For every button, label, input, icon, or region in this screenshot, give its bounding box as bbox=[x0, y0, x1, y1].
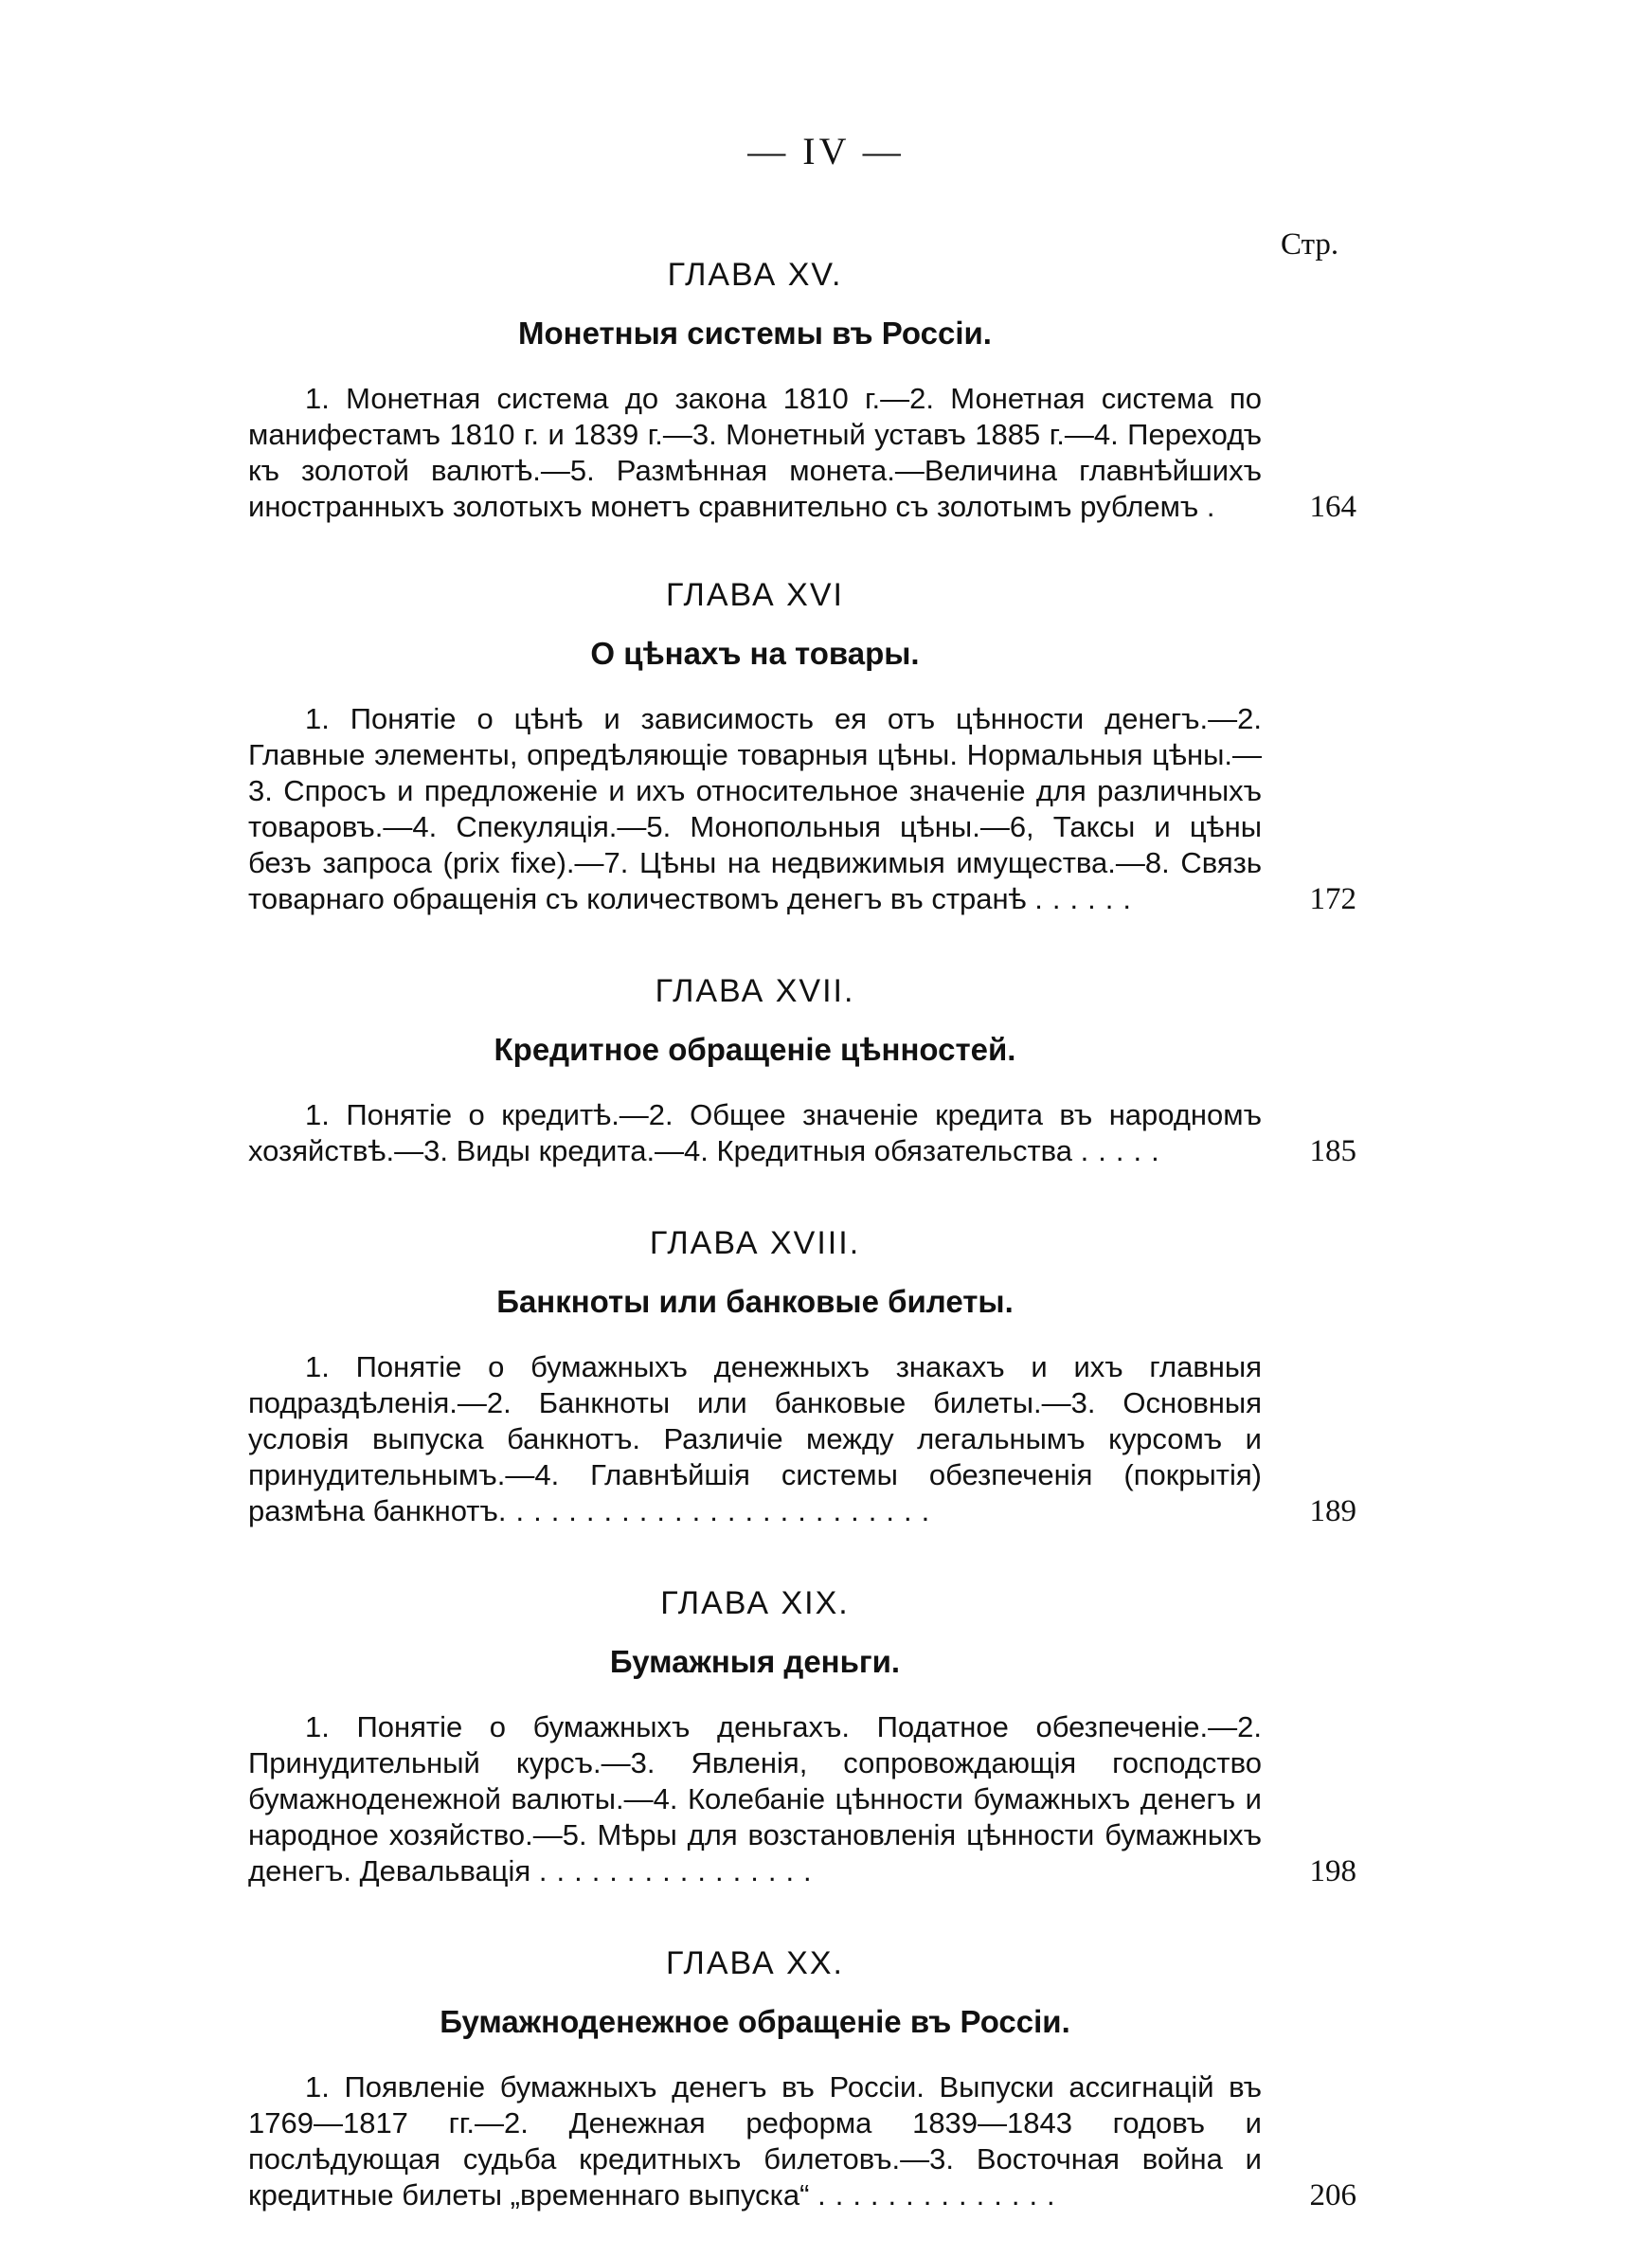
chapter-title: Бумажноденежное обращеніе въ Россіи. bbox=[440, 2004, 1070, 2039]
toc-entry bbox=[248, 1349, 1356, 1529]
toc-entry bbox=[248, 1709, 1356, 1889]
entry-text bbox=[248, 701, 1262, 917]
toc-entry bbox=[248, 701, 1356, 917]
leader-dots: ...... bbox=[1034, 882, 1140, 915]
entry-text bbox=[248, 2069, 1262, 2213]
leader-dots: .............. bbox=[817, 2178, 1065, 2212]
leader-dots: ................ bbox=[538, 1854, 821, 1887]
entry-text bbox=[248, 1349, 1262, 1529]
chapter-heading: ГЛАВА XVI bbox=[666, 577, 844, 613]
leader-dots: ......................... bbox=[497, 1494, 940, 1527]
chapter-heading: ГЛАВА XVIII. bbox=[649, 1225, 861, 1261]
entry-description: 1. Понятіе о бумажныхъ деньгахъ. Податное обезпеченіе.—2. Принудительный курсъ.—3. Явленія, сопровождающія господство бумажноденежной валюты.—4. Колебаніе цѣнности бумажныхъ денегъ и народное хозяйство.—5. Мѣры для возстановленія цѣнности бумажныхъ денегъ. Девальвація bbox=[248, 1710, 1262, 1887]
toc-entry bbox=[248, 381, 1356, 525]
chapter-title: Кредитное обращеніе цѣнностей. bbox=[494, 1032, 1016, 1067]
entry-page-number: 206 bbox=[1309, 2178, 1356, 2212]
entry-description: 1. Появленіе бумажныхъ денегъ въ Россіи. Выпуски ассигнацій въ 1769—1817 гг.—2. Денежная реформа 1839—1843 годовъ и послѣдующая судьба кредитныхъ билетовъ.—3. Восточная война и кредитные билеты „временнаго выпуска“ bbox=[248, 2070, 1262, 2212]
chapter-17 bbox=[248, 972, 1356, 1169]
chapter-title: Банкноты или банковые билеты. bbox=[496, 1284, 1014, 1319]
entry-text bbox=[248, 1097, 1262, 1169]
chapter-heading: ГЛАВА XIX. bbox=[660, 1585, 850, 1621]
chapter-heading: ГЛАВА XV. bbox=[667, 257, 843, 293]
chapter-18 bbox=[248, 1224, 1356, 1529]
entry-description: 1. Понятіе о кредитѣ.—2. Общее значеніе кредита въ народномъ хозяйствѣ.—3. Виды кредита.—4. Кредитныя обязательства bbox=[248, 1098, 1262, 1167]
entry-text bbox=[248, 381, 1262, 525]
toc-entry bbox=[248, 1097, 1356, 1169]
chapter-title: Монетныя системы въ Россіи. bbox=[518, 316, 992, 351]
chapter-title: Бумажныя деньги. bbox=[609, 1644, 901, 1679]
leader-dots: . bbox=[1206, 490, 1225, 523]
chapter-title: О цѣнахъ на товары. bbox=[590, 636, 920, 671]
chapter-19 bbox=[248, 1584, 1356, 1889]
chapter-heading: ГЛАВА XX. bbox=[666, 1945, 844, 1981]
entry-page-number: 198 bbox=[1309, 1854, 1356, 1888]
chapter-20 bbox=[248, 1944, 1356, 2213]
chapter-16 bbox=[248, 576, 1356, 917]
page-column-label: Стр. bbox=[1281, 227, 1339, 262]
entry-text bbox=[248, 1709, 1262, 1889]
page-number: — IV — bbox=[747, 130, 905, 172]
entry-description: 1. Понятіе о бумажныхъ денежныхъ знакахъ и ихъ главныя подраздѣленія.—2. Банкноты или банковые билеты.—3. Основныя условія выпуска банкнотъ. Различіе между легальнымъ курсомъ и принудительнымъ.—4. Главнѣйшія системы обезпеченія (покрытія) размѣна банкнотъ bbox=[248, 1350, 1262, 1527]
chapter-15 bbox=[248, 256, 1356, 525]
table-of-contents bbox=[248, 256, 1356, 2213]
entry-description: 1. Монетная система до закона 1810 г.—2. Монетная система по манифестамъ 1810 г. и 1839 г.—3. Монетный уставъ 1885 г.—4. Переходъ къ золотой валютѣ.—5. Размѣнная монета.—Величина главнѣйшихъ иностранныхъ золотыхъ монетъ сравнительно съ золотымъ рублемъ bbox=[248, 382, 1262, 523]
entry-page-number: 185 bbox=[1309, 1134, 1356, 1168]
entry-page-number: 172 bbox=[1309, 882, 1356, 916]
entry-page-number: 164 bbox=[1309, 490, 1356, 524]
entry-description: 1. Понятіе о цѣнѣ и зависимость ея отъ цѣнности денегъ.—2. Главные элементы, опредѣляющіе товарныя цѣны. Нормальныя цѣны.—3. Спросъ и предложеніе и ихъ относительное значеніе для различныхъ товаровъ.—4. Спекуляція.—5. Монопольныя цѣны.—6, Таксы и цѣны безъ запроса (prix fixe).—7. Цѣны на недвижимыя имущества.—8. Связь товарнаго обращенія съ количествомъ денегъ въ странѣ bbox=[248, 702, 1262, 915]
leader-dots: ..... bbox=[1080, 1134, 1169, 1167]
toc-entry bbox=[248, 2069, 1356, 2213]
chapter-heading: ГЛАВА XVII. bbox=[655, 973, 855, 1009]
entry-page-number: 189 bbox=[1309, 1494, 1356, 1528]
